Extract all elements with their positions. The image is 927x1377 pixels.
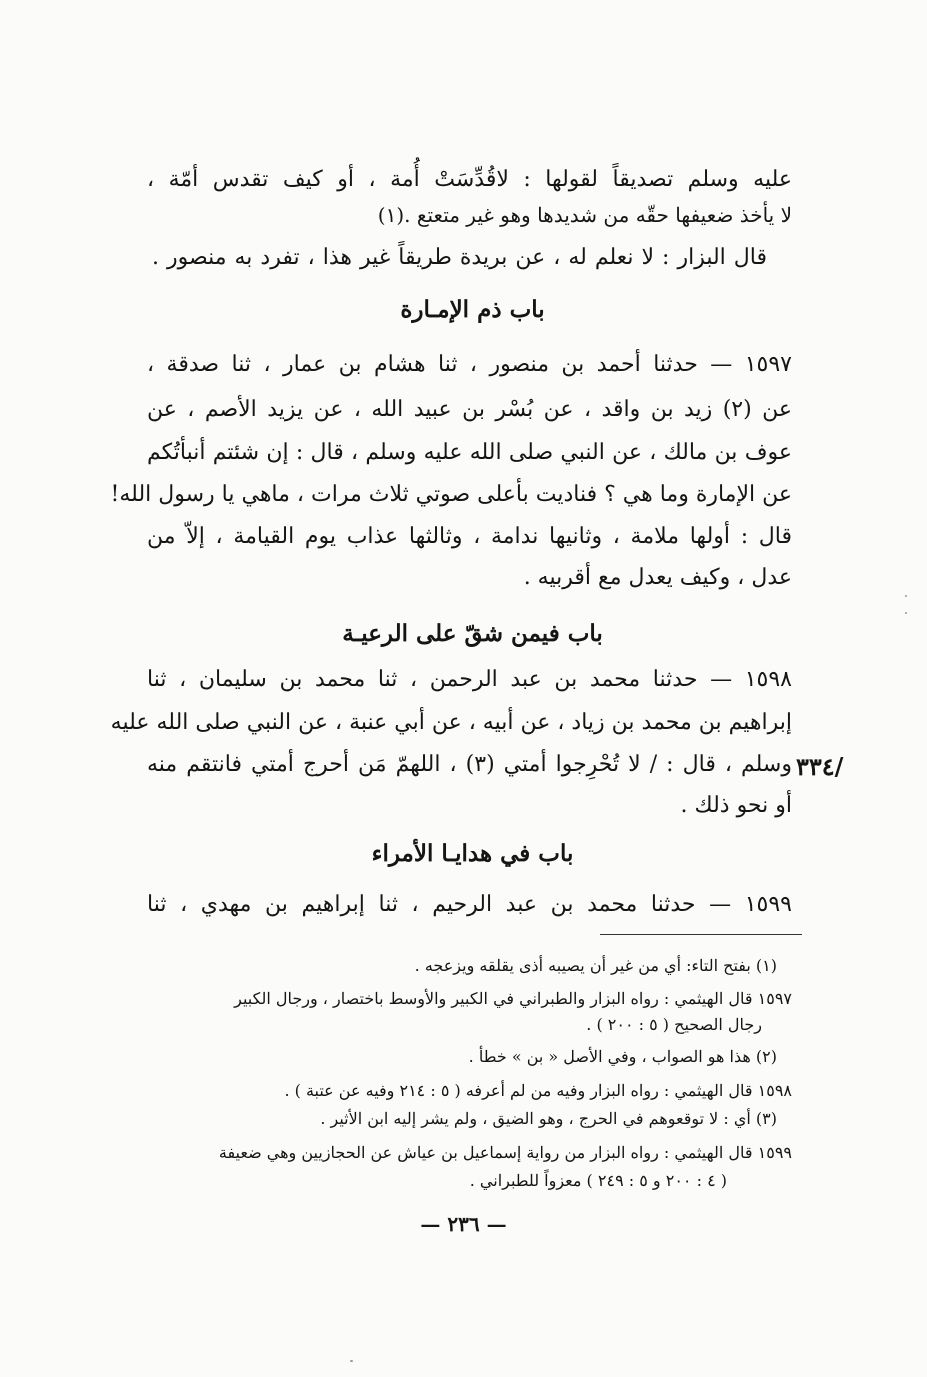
- text-line: أو نحو ذلك .: [680, 793, 792, 818]
- section-heading: باب في هدايـا الأمراء: [371, 840, 574, 867]
- footnote: ١٥٩٧ قال الهيثمي : رواه البزار والطبراني في الكبير والأوسط باختصار ، ورجال الكبير: [234, 989, 792, 1008]
- text-line: قال البزار : لا نعلم له ، عن بريدة طريقاً غير هذا ، تفرد به منصور .: [152, 245, 767, 270]
- text-line: إبراهيم بن محمد بن زياد ، عن أبيه ، عن أبي عنبة ، عن النبي صلى الله عليه: [110, 710, 792, 735]
- text-line: لا يأخذ ضعيفها حقّه من شديدها وهو غير متعتع .(١): [377, 203, 792, 227]
- footnote: (٣) أي : لا توقعوهم في الحرج ، وهو الضيق ، ولم يشر إليه ابن الأثير .: [320, 1109, 777, 1128]
- text-line: عليه وسلم تصديقاً لقولها : لاقُدِّسَتْ أُمة ، أو كيف تقدس أمّة ،: [147, 167, 792, 192]
- footnote: رجال الصحيح ( ٥ : ٢٠٠ ) .: [586, 1015, 762, 1034]
- text-line: وسلم ، قال : / لا تُحْرِجوا أمتي (٣) ، اللهمّ مَن أحرج أمتي فانتقم منه: [147, 752, 792, 777]
- footnote: (٢) هذا هو الصواب ، وفي الأصل « بن » خطأ .: [468, 1047, 777, 1066]
- footnote: ١٥٩٩ قال الهيثمي : رواه البزار من رواية إسماعيل بن عياش عن الحجازيين وهي ضعيفة: [218, 1143, 792, 1162]
- footnote-separator: [600, 934, 802, 935]
- text-line: ١٥٩٨ — حدثنا محمد بن عبد الرحمن ، ثنا محمد بن سليمان ، ثنا: [147, 667, 792, 692]
- footnote: ( ٤ : ٢٠٠ و ٥ : ٢٤٩ ) معزواً للطبراني .: [469, 1171, 727, 1190]
- page-number: — ٢٣٦ —: [420, 1212, 507, 1236]
- section-heading: باب ذم الإمـارة: [400, 296, 545, 323]
- text-line: ١٥٩٩ — حدثنا محمد بن عبد الرحيم ، ثنا إبراهيم بن مهدي ، ثنا: [147, 892, 792, 917]
- scan-speck: [350, 1360, 353, 1362]
- text-line: قال : أولها ملامة ، وثانيها ندامة ، وثالثها عذاب يوم القيامة ، إلاّ من: [147, 524, 792, 549]
- footnote: ١٥٩٨ قال الهيثمي : رواه البزار وفيه من لم أعرفه ( ٥ : ٢١٤ وفيه عن عتبة ) .: [284, 1081, 792, 1100]
- text-line: عوف بن مالك ، عن النبي صلى الله عليه وسلم ، قال : إن شئتم أنبأتُكم: [147, 440, 792, 465]
- margin-folio-number: ٣٣٤/: [796, 752, 844, 781]
- text-line: عدل ، وكيف يعدل مع أقربيه .: [523, 565, 792, 590]
- text-line: ١٥٩٧ — حدثنا أحمد بن منصور ، ثنا هشام بن عمار ، ثنا صدقة ،: [147, 352, 792, 377]
- footnote: (١) بفتح التاء: أي من غير أن يصيبه أذى يقلقه ويزعجه .: [414, 956, 777, 975]
- section-heading: باب فيمن شقّ على الرعيـة: [342, 620, 603, 647]
- scan-speck: [905, 595, 907, 597]
- text-line: عن الإمارة وما هي ؟ فناديت بأعلى صوتي ثلاث مرات ، ماهي يا رسول الله!: [110, 482, 792, 507]
- text-line: عن (٢) زيد بن واقد ، عن بُسْر بن عبيد الله ، عن يزيد الأصم ، عن: [147, 397, 793, 422]
- scan-speck: [905, 612, 907, 614]
